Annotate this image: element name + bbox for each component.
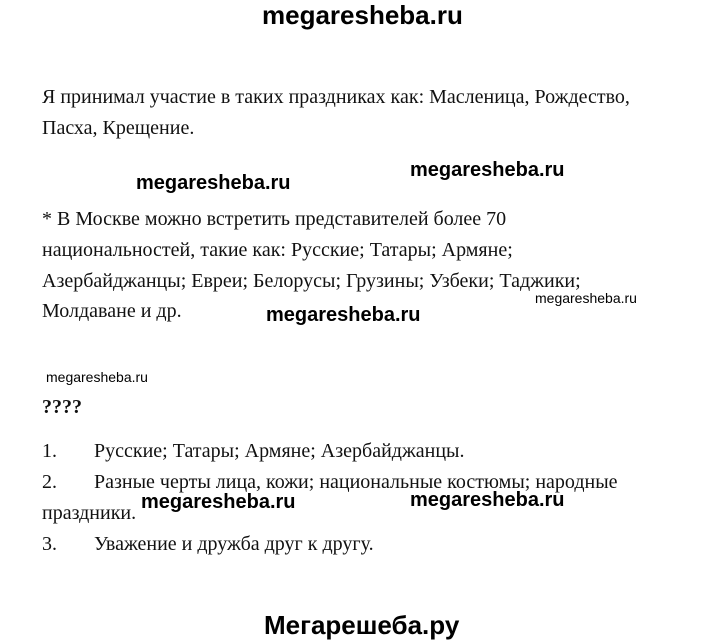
watermark: megaresheba.ru: [410, 159, 565, 181]
list-item-number: 2.: [42, 471, 57, 493]
paragraph1-line1: Я принимал участие в таких праздниках как: Масленица, Рождество,: [42, 86, 630, 108]
list-item-text-continued: праздники.: [42, 502, 137, 524]
list-item-text: Разные черты лица, кожи; национальные костюмы; народные: [94, 471, 618, 493]
list-item-text: Русские; Татары; Армяне; Азербайджанцы.: [94, 440, 465, 462]
watermark: megaresheba.ru: [46, 369, 148, 385]
footer-watermark: Мегарешеба.ру: [264, 610, 460, 640]
watermark: megaresheba.ru: [141, 491, 296, 513]
header-watermark: megaresheba.ru: [262, 0, 463, 30]
list-item-number: 3.: [42, 533, 57, 555]
question-heading: ????: [42, 396, 82, 418]
paragraph2-line3: Азербайджанцы; Евреи; Белорусы; Грузины; Узбеки; Таджики;: [42, 270, 581, 292]
watermark: megaresheba.ru: [266, 304, 421, 326]
watermark: megaresheba.ru: [535, 290, 637, 306]
watermark: megaresheba.ru: [410, 489, 565, 511]
paragraph2-line4: Молдаване и др.: [42, 300, 182, 322]
list-item-text: Уважение и дружба друг к другу.: [94, 533, 374, 555]
list-item-number: 1.: [42, 440, 57, 462]
watermark: megaresheba.ru: [136, 172, 291, 194]
paragraph2-line1: * В Москве можно встретить представителей более 70: [42, 208, 507, 230]
paragraph1-line2: Пасха, Крещение.: [42, 117, 195, 139]
paragraph2-line2: национальностей, такие как: Русские; Татары; Армяне;: [42, 239, 513, 261]
